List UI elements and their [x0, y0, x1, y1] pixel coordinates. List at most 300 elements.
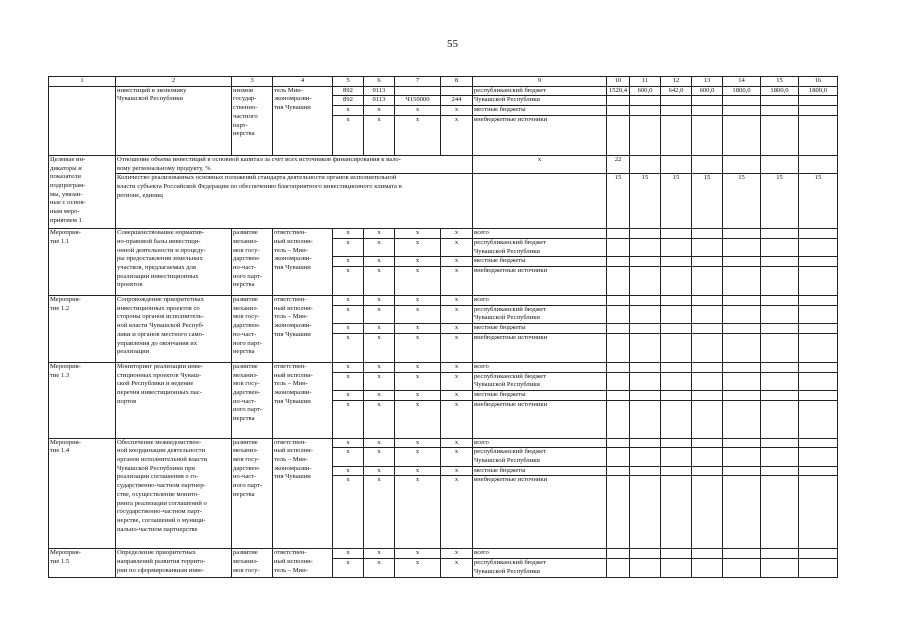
- year-value: [723, 362, 761, 372]
- budget-code-x: x: [333, 559, 364, 577]
- year-value: [630, 305, 661, 323]
- responsible-line: тия Чувашии: [274, 330, 311, 338]
- year-value: [761, 106, 799, 116]
- budget-code-x: x: [333, 466, 364, 476]
- empty-cell: [723, 155, 761, 173]
- table-row: [49, 86, 838, 96]
- year-value: [692, 324, 723, 334]
- budget-code-x: x: [441, 305, 473, 323]
- budget-code-x: x: [395, 372, 441, 390]
- column-number: 1: [49, 77, 116, 87]
- year-value: [692, 229, 723, 239]
- year-value: [761, 372, 799, 390]
- budget-code-x: x: [395, 229, 441, 239]
- budget-code-x: x: [364, 362, 395, 372]
- year-value: [661, 257, 692, 267]
- goal-line: государ-: [233, 95, 257, 103]
- goal-line: мов госу-: [233, 566, 260, 574]
- description-line: пально-частном партнерстве: [117, 525, 198, 533]
- goal-line: дарствен-: [233, 322, 261, 330]
- budget-code-x: x: [441, 466, 473, 476]
- year-value: [630, 267, 661, 296]
- column-number: 10: [607, 77, 630, 87]
- year-value: [630, 106, 661, 116]
- funding-source: [473, 324, 607, 334]
- funding-source: [473, 372, 607, 390]
- goal-line: частного: [233, 112, 258, 120]
- budget-code-x: x: [395, 267, 441, 296]
- continuation-responsible: [273, 86, 333, 155]
- budget-code-x: x: [395, 438, 441, 448]
- year-value: [692, 549, 723, 559]
- year-value: [692, 466, 723, 476]
- responsible-line: тель – Мин-: [274, 246, 308, 254]
- code-target: x: [395, 106, 441, 116]
- targets-label-line: Целевые ин-: [50, 155, 86, 163]
- budget-code-x: x: [333, 296, 364, 306]
- indicator-2-value: 15: [692, 174, 723, 229]
- column-number: 16: [799, 77, 838, 87]
- year-value: [692, 448, 723, 466]
- year-value: 642,0: [661, 86, 692, 96]
- responsible-line: тия Чувашии: [274, 397, 311, 405]
- measure-goal: [232, 362, 273, 438]
- funding-source-line: Чувашской Республики: [474, 314, 540, 322]
- targets-label: [49, 155, 116, 228]
- year-value: [607, 257, 630, 267]
- year-value: [607, 324, 630, 334]
- indicator-2-value: 15: [799, 174, 838, 229]
- goal-line: нерства: [233, 490, 255, 498]
- budget-code-x: x: [333, 362, 364, 372]
- year-value: [607, 448, 630, 466]
- column-number: 12: [661, 77, 692, 87]
- funding-source-line: местные бюджеты: [474, 390, 526, 398]
- column-number: 11: [630, 77, 661, 87]
- year-value: [692, 390, 723, 400]
- responsible-line: экономразви-: [274, 95, 312, 103]
- measure-goal: [232, 549, 273, 577]
- funding-source: [473, 549, 607, 559]
- budget-code-x: x: [333, 229, 364, 239]
- code-expense: x: [441, 106, 473, 116]
- indicator-line: вому региональному продукту, %: [117, 164, 211, 172]
- year-value: [607, 333, 630, 362]
- funding-source-line: Чувашской Республики: [474, 247, 540, 255]
- funding-source: [473, 362, 607, 372]
- funding-source-line: Чувашской Республики: [474, 567, 540, 575]
- year-value: [799, 362, 838, 372]
- year-value: [692, 257, 723, 267]
- page-number: 55: [447, 38, 458, 50]
- year-value: [607, 476, 630, 549]
- column-number: 5: [333, 77, 364, 87]
- funding-source: [473, 400, 607, 438]
- year-value: [607, 96, 630, 106]
- year-value: [630, 549, 661, 559]
- year-value: [761, 305, 799, 323]
- continuation-goal: [232, 86, 273, 155]
- year-value: [761, 390, 799, 400]
- year-value: [761, 362, 799, 372]
- table-row: [49, 229, 838, 239]
- year-value: [630, 372, 661, 390]
- measure-label-line: тие 1.4: [50, 447, 70, 455]
- year-value: [692, 400, 723, 438]
- goal-line: нерства: [233, 348, 255, 356]
- year-value: [630, 257, 661, 267]
- budget-code-x: x: [364, 229, 395, 239]
- budget-code-x: x: [441, 238, 473, 256]
- budget-code-x: x: [441, 400, 473, 438]
- goal-line: развитие: [233, 229, 258, 237]
- responsible-line: ответствен-: [274, 229, 307, 237]
- year-value: [761, 229, 799, 239]
- budget-code-x: x: [364, 296, 395, 306]
- year-value: [661, 549, 692, 559]
- code-target: Ч150000: [395, 96, 441, 106]
- responsible-line: ный исполни-: [274, 447, 313, 455]
- funding-source-line: внебюджетные источники: [474, 400, 548, 408]
- responsible-line: экономразви-: [274, 322, 312, 330]
- budget-code-x: x: [395, 448, 441, 466]
- description-line: но-правовой базы инвестици-: [117, 237, 201, 245]
- table-row: [49, 362, 838, 372]
- targets-label-line: ным меро-: [50, 208, 80, 216]
- targets-label-line: мы, увязан-: [50, 190, 83, 198]
- funding-source-line: местные бюджеты: [474, 257, 526, 265]
- funding-source-line: Чувашской Республики: [474, 457, 540, 465]
- budget-code-x: x: [395, 390, 441, 400]
- funding-source: [473, 333, 607, 362]
- table-row: [49, 438, 838, 448]
- year-value: [761, 476, 799, 549]
- year-value: [661, 115, 692, 155]
- targets-label-line: показатели: [50, 173, 81, 181]
- year-value: [630, 390, 661, 400]
- funding-source: республиканский бюджет: [473, 86, 607, 96]
- responsible-line: ный исполни-: [274, 371, 313, 379]
- responsible-line: ный исполни-: [274, 237, 313, 245]
- column-number: 14: [723, 77, 761, 87]
- funding-source-line: всего: [474, 438, 489, 446]
- year-value: [723, 400, 761, 438]
- description-line: Сопровождение приоритетных: [117, 296, 204, 304]
- year-value: [799, 296, 838, 306]
- goal-line: дарствен-: [233, 255, 261, 263]
- goal-line: нерства: [233, 281, 255, 289]
- description-line: ной власти Чувашской Респуб-: [117, 322, 204, 330]
- targets-label-line: ные с основ-: [50, 199, 86, 207]
- description-line: реализации инвестиционных: [117, 272, 199, 280]
- indicator-1-value: 22: [607, 155, 630, 173]
- year-value: [799, 390, 838, 400]
- year-value: [799, 476, 838, 549]
- budget-code-x: x: [333, 476, 364, 549]
- year-value: [761, 448, 799, 466]
- year-value: [661, 466, 692, 476]
- year-value: [723, 476, 761, 549]
- funding-source: [473, 559, 607, 577]
- empty-cell: [761, 155, 799, 173]
- budget-code-x: x: [333, 390, 364, 400]
- year-value: 1800,0: [723, 86, 761, 96]
- year-value: [607, 229, 630, 239]
- budget-code-x: x: [333, 267, 364, 296]
- description-line: государственно-частном парт-: [117, 508, 202, 516]
- budget-code-x: x: [441, 333, 473, 362]
- year-value: [761, 438, 799, 448]
- budget-code-x: x: [364, 257, 395, 267]
- year-value: [607, 390, 630, 400]
- funding-source: [473, 476, 607, 549]
- description-line: Обеспечение межведомствен-: [117, 438, 202, 446]
- year-value: [607, 466, 630, 476]
- code-section: x: [364, 115, 395, 155]
- funding-source-line: всего: [474, 229, 489, 237]
- description-line: органов исполнительной власти: [117, 456, 208, 464]
- description-line: Совершенствование норматив-: [117, 229, 204, 237]
- year-value: [799, 305, 838, 323]
- budget-code-x: x: [395, 257, 441, 267]
- empty-cell: [630, 155, 661, 173]
- description-line: Определение приоритетных: [117, 549, 196, 557]
- year-value: [630, 476, 661, 549]
- description-line: реализации: [117, 348, 150, 356]
- description-line: ринга реализации соглашений о: [117, 499, 207, 507]
- budget-code-x: x: [395, 476, 441, 549]
- column-number: 9: [473, 77, 607, 87]
- year-value: [761, 238, 799, 256]
- year-value: [630, 238, 661, 256]
- indicator-2-value: 15: [661, 174, 692, 229]
- year-value: [661, 438, 692, 448]
- year-value: [661, 106, 692, 116]
- year-value: [799, 438, 838, 448]
- measure-responsible: [273, 362, 333, 438]
- code-grbs: x: [333, 115, 364, 155]
- year-value: [607, 559, 630, 577]
- budget-code-x: x: [441, 229, 473, 239]
- goal-line: развитие: [233, 362, 258, 370]
- measure-label-line: Мероприя-: [50, 362, 81, 370]
- responsible-line: экономразви-: [274, 255, 312, 263]
- targets-label-line: приятием 1: [50, 216, 82, 224]
- responsible-line: ный исполни-: [274, 558, 313, 566]
- year-value: [723, 115, 761, 155]
- goal-line: механиз-: [233, 304, 259, 312]
- year-value: [799, 324, 838, 334]
- year-value: [799, 448, 838, 466]
- empty-cell: [799, 155, 838, 173]
- measure-label-line: Мероприя-: [50, 296, 81, 304]
- year-value: [692, 106, 723, 116]
- budget-code-x: x: [441, 559, 473, 577]
- measure-label-line: тие 1.1: [50, 237, 70, 245]
- budget-code-x: x: [333, 305, 364, 323]
- year-value: [607, 296, 630, 306]
- goal-line: парт-: [233, 121, 248, 129]
- budget-code-x: x: [364, 476, 395, 549]
- measure-label: [49, 229, 116, 296]
- goal-line: нерства: [233, 130, 255, 138]
- goal-line: механиз-: [233, 558, 259, 566]
- funding-source-line: республиканский бюджет: [474, 559, 547, 567]
- year-value: [661, 305, 692, 323]
- empty-cell: [692, 155, 723, 173]
- year-value: [661, 372, 692, 390]
- table-row: [49, 296, 838, 306]
- goal-line: ственно-: [233, 104, 258, 112]
- goal-line: мов госу-: [233, 313, 260, 321]
- year-value: [607, 438, 630, 448]
- year-value: [723, 96, 761, 106]
- budget-code-x: x: [441, 390, 473, 400]
- year-value: [799, 549, 838, 559]
- measure-label-line: Мероприя-: [50, 229, 81, 237]
- year-value: [761, 400, 799, 438]
- responsible-line: тель – Мин-: [274, 380, 308, 388]
- code-expense: x: [441, 115, 473, 155]
- description-line: ры предоставления земельных: [117, 255, 203, 263]
- code-grbs: 892: [333, 96, 364, 106]
- responsible-line: тия Чувашии: [274, 264, 311, 272]
- year-value: [799, 115, 838, 155]
- year-value: [723, 466, 761, 476]
- budget-code-x: x: [441, 267, 473, 296]
- year-value: [799, 333, 838, 362]
- indicator-line: Количество реализованных основных положений стандарта деятельности органов исполнительной: [117, 174, 397, 182]
- budget-code-x: x: [333, 238, 364, 256]
- measure-responsible: [273, 296, 333, 363]
- budget-code-x: x: [333, 448, 364, 466]
- description-line: участков, предлагаемых для: [117, 264, 196, 272]
- year-value: [799, 106, 838, 116]
- year-value: [692, 476, 723, 549]
- year-value: [607, 549, 630, 559]
- funding-source-line: внебюджетные источники: [474, 476, 548, 484]
- description-line: стве, осуществление монито-: [117, 490, 200, 498]
- year-value: 1800,0: [761, 86, 799, 96]
- responsible-line: ответствен-: [274, 362, 307, 370]
- budget-code-x: x: [333, 549, 364, 559]
- year-value: [692, 438, 723, 448]
- funding-source: [473, 438, 607, 448]
- description-line: стиционных проектов Чуваш-: [117, 371, 202, 379]
- year-value: [723, 448, 761, 466]
- budget-code-x: x: [441, 476, 473, 549]
- budget-code-x: x: [441, 296, 473, 306]
- year-value: [761, 257, 799, 267]
- budget-code-x: x: [395, 466, 441, 476]
- indicator-1: [116, 155, 473, 173]
- indicator-line: регионе, единиц: [117, 191, 163, 199]
- budget-code-x: x: [441, 324, 473, 334]
- year-value: [630, 438, 661, 448]
- funding-source: [473, 390, 607, 400]
- indicator-2-value: 15: [761, 174, 799, 229]
- year-value: [799, 559, 838, 577]
- table-row: [49, 155, 838, 173]
- column-number: 6: [364, 77, 395, 87]
- year-value: [799, 238, 838, 256]
- continuation-label-cell: [49, 86, 116, 155]
- responsible-line: тель – Мин-: [274, 566, 308, 574]
- responsible-line: тель – Мин-: [274, 456, 308, 464]
- budget-code-x: x: [333, 257, 364, 267]
- funding-source-line: республиканский бюджет: [474, 448, 547, 456]
- year-value: [630, 296, 661, 306]
- responsible-line: ответствен-: [274, 549, 307, 557]
- budget-code-x: x: [364, 267, 395, 296]
- indicator-2-value: 15: [630, 174, 661, 229]
- funding-source-line: республиканский бюджет: [474, 372, 547, 380]
- column-number: 4: [273, 77, 333, 87]
- year-value: [761, 333, 799, 362]
- budget-code-x: x: [441, 362, 473, 372]
- description-line: сударственно-частном партнер-: [117, 482, 206, 490]
- year-value: 600,0: [692, 86, 723, 96]
- year-value: [723, 549, 761, 559]
- code-expense: 244: [441, 96, 473, 106]
- year-value: [630, 333, 661, 362]
- code-grbs: 892: [333, 86, 364, 96]
- year-value: [630, 400, 661, 438]
- year-value: 1520,4: [607, 86, 630, 96]
- budget-code-x: x: [441, 257, 473, 267]
- budget-code-x: x: [333, 324, 364, 334]
- year-value: [607, 115, 630, 155]
- code-grbs: x: [333, 106, 364, 116]
- continuation-description: [116, 86, 232, 155]
- year-value: [761, 549, 799, 559]
- funding-source-line: республиканский бюджет: [474, 305, 547, 313]
- measure-label: [49, 438, 116, 549]
- year-value: [630, 229, 661, 239]
- measure-responsible: [273, 438, 333, 549]
- funding-source: [473, 257, 607, 267]
- year-value: [799, 466, 838, 476]
- goal-line: нерства: [233, 415, 255, 423]
- year-value: [661, 96, 692, 106]
- budget-code-x: x: [395, 549, 441, 559]
- funding-source-line: всего: [474, 296, 489, 304]
- goal-line: дарствен-: [233, 388, 261, 396]
- budget-code-x: x: [364, 549, 395, 559]
- year-value: [692, 362, 723, 372]
- year-value: [723, 257, 761, 267]
- budget-code-x: x: [395, 324, 441, 334]
- code-section: 0113: [364, 96, 395, 106]
- budget-code-x: x: [333, 400, 364, 438]
- goal-line: низмов: [233, 86, 254, 94]
- year-value: 600,0: [630, 86, 661, 96]
- year-value: [761, 324, 799, 334]
- year-value: [723, 438, 761, 448]
- description-line: перечня инвестиционных пас-: [117, 388, 202, 396]
- funding-source-line: Чувашской Республики: [474, 381, 540, 389]
- year-value: [661, 324, 692, 334]
- year-value: [630, 362, 661, 372]
- year-value: [607, 106, 630, 116]
- code-section: x: [364, 106, 395, 116]
- year-value: [761, 267, 799, 296]
- budget-code-x: x: [364, 466, 395, 476]
- description-line: лики и органов местного само-: [117, 330, 205, 338]
- budget-code-x: x: [333, 372, 364, 390]
- budget-code-x: x: [333, 333, 364, 362]
- description-line: проектов: [117, 281, 143, 289]
